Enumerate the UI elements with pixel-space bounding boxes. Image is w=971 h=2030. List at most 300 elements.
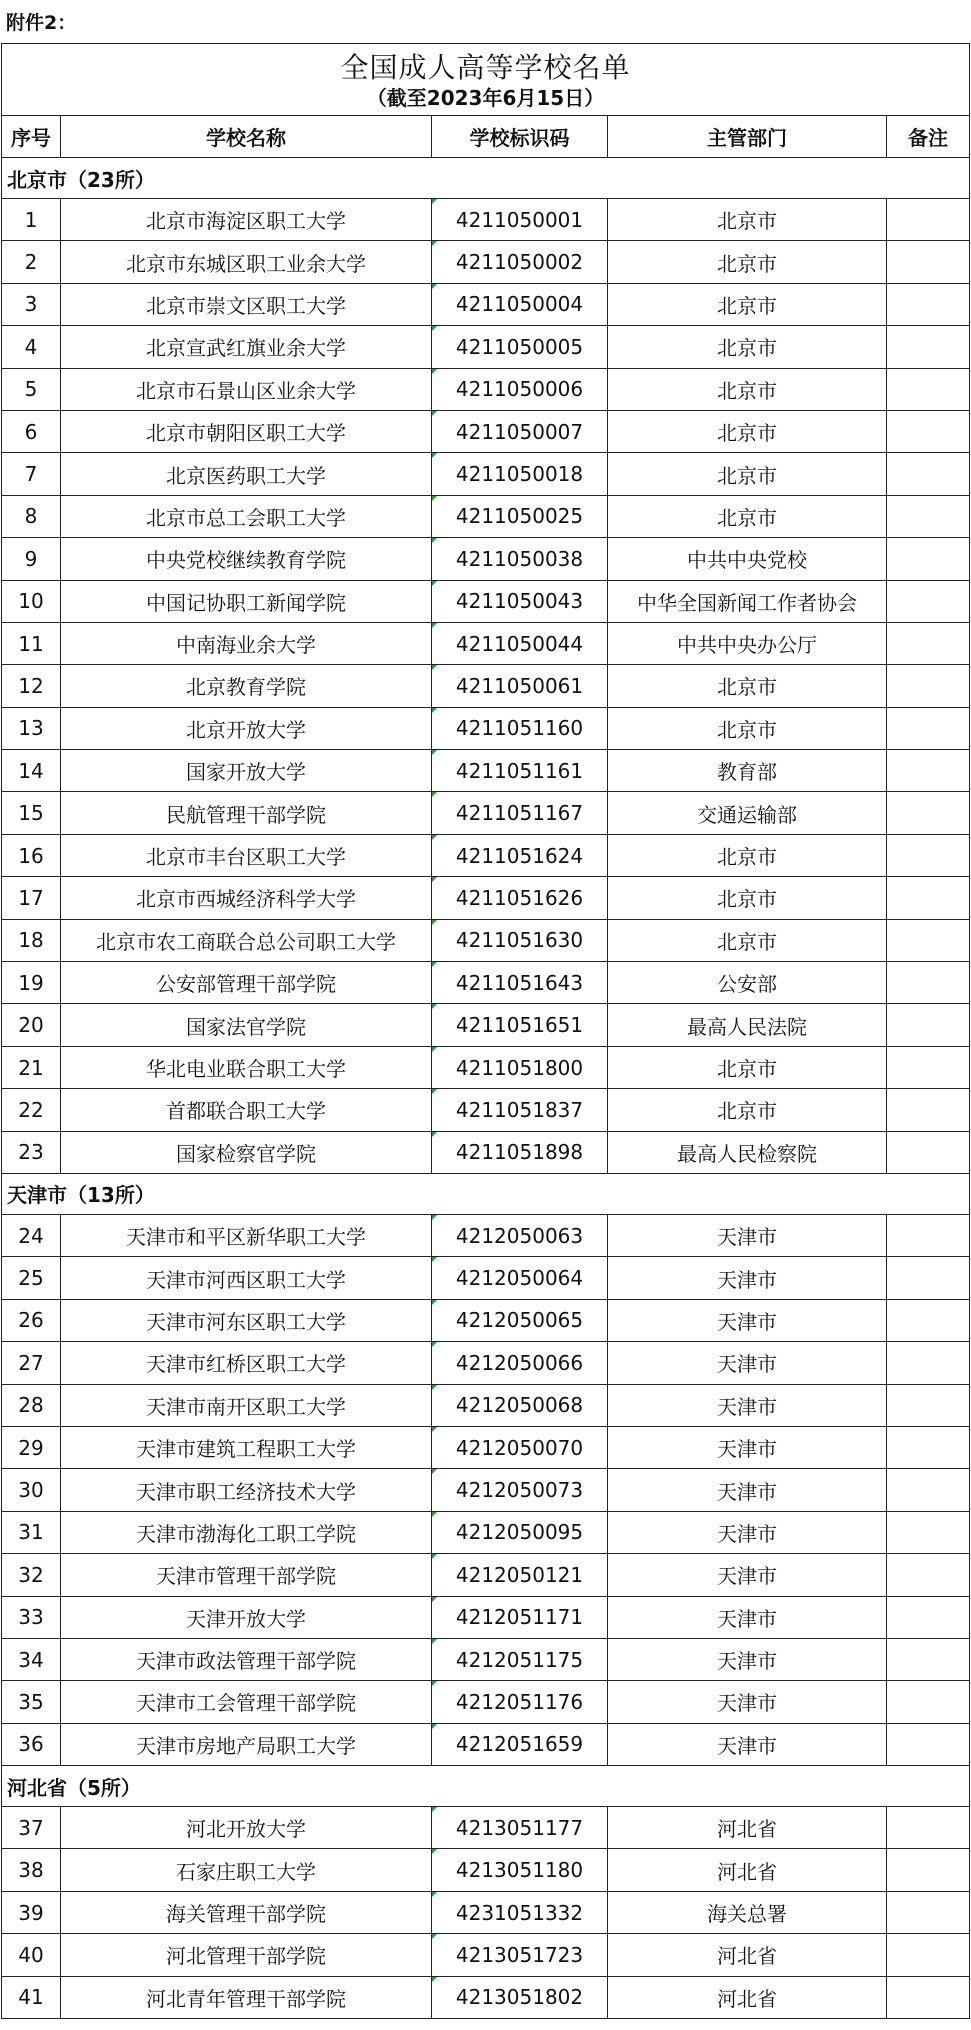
cell-note[interactable] [887, 1089, 970, 1131]
cell-no[interactable]: 25 [2, 1257, 61, 1299]
cell-department[interactable]: 北京市 [608, 877, 887, 919]
text-number-indicator-icon [432, 1639, 437, 1644]
cell-school-name[interactable]: 天津开放大学 [61, 1596, 432, 1638]
cell-department[interactable]: 天津市 [608, 1299, 887, 1341]
cell-school-code[interactable] [432, 1131, 608, 1173]
cell-note[interactable] [887, 1934, 970, 1976]
text-number-indicator-icon [432, 1554, 437, 1559]
cell-school-name[interactable]: 天津市河东区职工大学 [61, 1299, 432, 1341]
header-note[interactable]: 备注 [887, 116, 970, 158]
cell-note[interactable] [887, 283, 970, 325]
cell-school-name[interactable]: 北京医药职工大学 [61, 453, 432, 495]
cell-school-code[interactable] [432, 1299, 608, 1341]
cell-note[interactable] [887, 1469, 970, 1511]
cell-note[interactable] [887, 1342, 970, 1384]
cell-school-name[interactable]: 北京市朝阳区职工大学 [61, 410, 432, 452]
cell-no[interactable]: 37 [2, 1807, 61, 1849]
text-number-indicator-icon [432, 1215, 437, 1220]
cell-school-code[interactable] [432, 1596, 608, 1638]
cell-no[interactable]: 41 [2, 1976, 61, 2018]
table-row [2, 1638, 970, 1680]
cell-school-name[interactable]: 北京教育学院 [61, 665, 432, 707]
table-row [2, 283, 970, 325]
table-row [2, 453, 970, 495]
school-code-text: 4211050006 [455, 377, 584, 402]
cell-no[interactable]: 22 [2, 1089, 61, 1131]
cell-note[interactable] [887, 1596, 970, 1638]
cell-no[interactable]: 21 [2, 1046, 61, 1088]
school-code-text: 4212051171 [455, 1605, 584, 1630]
cell-no[interactable]: 18 [2, 919, 61, 961]
cell-department[interactable]: 中华全国新闻工作者协会 [608, 580, 887, 622]
cell-department[interactable]: 天津市 [608, 1214, 887, 1256]
table-row [2, 410, 970, 452]
cell-school-name[interactable]: 天津市房地产局职工大学 [61, 1723, 432, 1765]
cell-no[interactable]: 2 [2, 241, 61, 283]
cell-note[interactable] [887, 580, 970, 622]
cell-department[interactable]: 中共中央党校 [608, 538, 887, 580]
cell-no[interactable]: 36 [2, 1723, 61, 1765]
cell-school-code[interactable] [432, 877, 608, 919]
cell-school-code[interactable] [432, 410, 608, 452]
cell-no[interactable]: 6 [2, 410, 61, 452]
cell-note[interactable] [887, 1004, 970, 1046]
cell-school-code[interactable] [432, 538, 608, 580]
text-number-indicator-icon [432, 369, 437, 374]
section-row [2, 1766, 970, 1807]
cell-no[interactable]: 23 [2, 1131, 61, 1173]
text-number-indicator-icon [432, 284, 437, 289]
cell-note[interactable] [887, 1299, 970, 1341]
cell-school-name[interactable]: 天津市和平区新华职工大学 [61, 1214, 432, 1256]
cell-school-code[interactable] [432, 1426, 608, 1468]
cell-department[interactable]: 河北省 [608, 1807, 887, 1849]
cell-department[interactable]: 天津市 [608, 1257, 887, 1299]
school-code-text: 4213051802 [455, 1985, 584, 2010]
cell-department[interactable]: 北京市 [608, 283, 887, 325]
cell-no[interactable]: 19 [2, 962, 61, 1004]
text-number-indicator-icon [432, 1681, 437, 1686]
cell-note[interactable] [887, 962, 970, 1004]
school-code-text: 4211050002 [455, 250, 584, 275]
table-row [2, 1426, 970, 1468]
cell-note[interactable] [887, 1384, 970, 1426]
cell-department[interactable]: 北京市 [608, 707, 887, 749]
school-code-text: 4211051160 [455, 716, 584, 741]
table-row [2, 750, 970, 792]
text-number-indicator-icon [432, 1427, 437, 1432]
school-code-text: 4211050001 [455, 207, 584, 232]
cell-school-name[interactable]: 中南海业余大学 [61, 622, 432, 664]
cell-school-name[interactable]: 北京市海淀区职工大学 [61, 199, 432, 241]
cell-department[interactable]: 中共中央办公厅 [608, 622, 887, 664]
title-row [2, 44, 970, 116]
cell-department[interactable]: 北京市 [608, 665, 887, 707]
cell-school-code[interactable] [432, 1976, 608, 2018]
cell-school-name[interactable]: 天津市红桥区职工大学 [61, 1342, 432, 1384]
text-number-indicator-icon [432, 962, 437, 967]
cell-department[interactable]: 河北省 [608, 1849, 887, 1891]
cell-department[interactable]: 天津市 [608, 1681, 887, 1723]
text-number-indicator-icon [432, 1132, 437, 1137]
cell-no[interactable]: 26 [2, 1299, 61, 1341]
text-number-indicator-icon [432, 453, 437, 458]
cell-note[interactable] [887, 1976, 970, 2018]
school-code-text: 4211050061 [455, 673, 584, 698]
school-code-text: 4211050044 [455, 631, 584, 656]
cell-no[interactable]: 34 [2, 1638, 61, 1680]
text-number-indicator-icon [432, 792, 437, 797]
cell-school-name[interactable]: 北京宣武红旗业余大学 [61, 326, 432, 368]
table-row [2, 1299, 970, 1341]
cell-school-code[interactable] [432, 199, 608, 241]
school-code-text: 4211050004 [455, 292, 584, 317]
cell-department[interactable]: 教育部 [608, 750, 887, 792]
cell-department[interactable]: 天津市 [608, 1384, 887, 1426]
cell-school-name[interactable]: 华北电业联合职工大学 [61, 1046, 432, 1088]
cell-school-name[interactable]: 河北管理干部学院 [61, 1934, 432, 1976]
cell-school-name[interactable]: 天津市工会管理干部学院 [61, 1681, 432, 1723]
cell-note[interactable] [887, 495, 970, 537]
cell-school-code[interactable] [432, 622, 608, 664]
cell-school-code[interactable] [432, 453, 608, 495]
text-number-indicator-icon [432, 920, 437, 925]
cell-school-name[interactable]: 天津市南开区职工大学 [61, 1384, 432, 1426]
cell-note[interactable] [887, 1807, 970, 1849]
cell-note[interactable] [887, 1131, 970, 1173]
cell-no[interactable]: 8 [2, 495, 61, 537]
cell-no[interactable]: 15 [2, 792, 61, 834]
cell-no[interactable]: 1 [2, 199, 61, 241]
cell-no[interactable]: 7 [2, 453, 61, 495]
cell-no[interactable]: 28 [2, 1384, 61, 1426]
cell-department[interactable]: 北京市 [608, 919, 887, 961]
cell-note[interactable] [887, 665, 970, 707]
table-row [2, 1004, 970, 1046]
text-number-indicator-icon [432, 326, 437, 331]
cell-school-code[interactable] [432, 919, 608, 961]
cell-school-name[interactable]: 国家法官学院 [61, 1004, 432, 1046]
cell-school-code[interactable] [432, 1089, 608, 1131]
cell-no[interactable]: 27 [2, 1342, 61, 1384]
cell-note[interactable] [887, 750, 970, 792]
cell-school-code[interactable] [432, 368, 608, 410]
school-code-text: 4211051624 [455, 843, 584, 868]
table-row [2, 1596, 970, 1638]
cell-school-name[interactable]: 中国记协职工新闻学院 [61, 580, 432, 622]
table-row [2, 1681, 970, 1723]
cell-note[interactable] [887, 834, 970, 876]
cell-school-name[interactable]: 中央党校继续教育学院 [61, 538, 432, 580]
school-code-text: 4212050095 [455, 1520, 584, 1545]
cell-school-code[interactable] [432, 1554, 608, 1596]
text-number-indicator-icon [432, 665, 437, 670]
table-title: 全国成人高等学校名单 [340, 50, 631, 84]
cell-school-code[interactable] [432, 495, 608, 537]
text-number-indicator-icon [432, 1724, 437, 1729]
cell-school-code[interactable] [432, 1681, 608, 1723]
cell-department[interactable]: 北京市 [608, 1046, 887, 1088]
cell-no[interactable]: 33 [2, 1596, 61, 1638]
cell-no[interactable]: 35 [2, 1681, 61, 1723]
cell-school-code[interactable] [432, 1469, 608, 1511]
cell-school-name[interactable]: 民航管理干部学院 [61, 792, 432, 834]
cell-school-name[interactable]: 首都联合职工大学 [61, 1089, 432, 1131]
section-label[interactable]: 北京市（23所） [2, 158, 970, 199]
cell-school-name[interactable]: 北京市东城区职工业余大学 [61, 241, 432, 283]
table-row [2, 1891, 970, 1933]
cell-note[interactable] [887, 1257, 970, 1299]
cell-school-code[interactable] [432, 1257, 608, 1299]
text-number-indicator-icon [432, 1892, 437, 1897]
text-number-indicator-icon [432, 835, 437, 840]
cell-no[interactable]: 38 [2, 1849, 61, 1891]
header-code[interactable]: 学校标识码 [432, 116, 608, 158]
cell-no[interactable]: 20 [2, 1004, 61, 1046]
cell-department[interactable]: 最高人民法院 [608, 1004, 887, 1046]
cell-department[interactable]: 天津市 [608, 1596, 887, 1638]
text-number-indicator-icon [432, 1849, 437, 1854]
cell-no[interactable]: 3 [2, 283, 61, 325]
cell-note[interactable] [887, 1046, 970, 1088]
school-code-text: 4211051643 [455, 970, 584, 995]
cell-department[interactable]: 北京市 [608, 326, 887, 368]
cell-school-code[interactable] [432, 283, 608, 325]
cell-school-code[interactable] [432, 1342, 608, 1384]
cell-school-code[interactable] [432, 1891, 608, 1933]
cell-school-code[interactable] [432, 750, 608, 792]
cell-school-code[interactable] [432, 1004, 608, 1046]
table-row [2, 1384, 970, 1426]
cell-school-name[interactable]: 天津市建筑工程职工大学 [61, 1426, 432, 1468]
header-dept[interactable]: 主管部门 [608, 116, 887, 158]
cell-school-code[interactable] [432, 1807, 608, 1849]
cell-school-name[interactable]: 北京市石景山区业余大学 [61, 368, 432, 410]
cell-no[interactable]: 16 [2, 834, 61, 876]
table-row [2, 1976, 970, 2018]
cell-school-name[interactable]: 北京市崇文区职工大学 [61, 283, 432, 325]
text-number-indicator-icon [432, 1385, 437, 1390]
cell-school-code[interactable] [432, 1849, 608, 1891]
cell-department[interactable]: 天津市 [608, 1469, 887, 1511]
text-number-indicator-icon [432, 1977, 437, 1982]
cell-note[interactable] [887, 1426, 970, 1468]
table-row [2, 792, 970, 834]
cell-note[interactable] [887, 241, 970, 283]
cell-school-name[interactable]: 公安部管理干部学院 [61, 962, 432, 1004]
cell-school-code[interactable] [432, 707, 608, 749]
cell-school-code[interactable] [432, 962, 608, 1004]
section-label[interactable]: 天津市（13所） [2, 1173, 970, 1214]
school-code-text: 4212051176 [455, 1689, 584, 1714]
table-row [2, 368, 970, 410]
cell-note[interactable] [887, 1891, 970, 1933]
cell-school-code[interactable] [432, 1638, 608, 1680]
cell-department[interactable]: 北京市 [608, 495, 887, 537]
cell-note[interactable] [887, 1214, 970, 1256]
cell-school-code[interactable] [432, 580, 608, 622]
cell-no[interactable]: 13 [2, 707, 61, 749]
text-number-indicator-icon [432, 1257, 437, 1262]
cell-no[interactable]: 14 [2, 750, 61, 792]
cell-department[interactable]: 交通运输部 [608, 792, 887, 834]
cell-school-name[interactable]: 国家检察官学院 [61, 1131, 432, 1173]
school-code-text: 4211050007 [455, 419, 584, 444]
cell-note[interactable] [887, 410, 970, 452]
cell-no[interactable]: 24 [2, 1214, 61, 1256]
cell-note[interactable] [887, 877, 970, 919]
cell-no[interactable]: 32 [2, 1554, 61, 1596]
table-row [2, 1046, 970, 1088]
text-number-indicator-icon [432, 1300, 437, 1305]
text-number-indicator-icon [432, 623, 437, 628]
cell-school-code[interactable] [432, 1384, 608, 1426]
cell-school-name[interactable]: 河北青年管理干部学院 [61, 1976, 432, 2018]
cell-note[interactable] [887, 326, 970, 368]
cell-note[interactable] [887, 538, 970, 580]
table-row [2, 199, 970, 241]
table-row [2, 1723, 970, 1765]
school-code-text: 4212050068 [455, 1393, 584, 1418]
text-number-indicator-icon [432, 877, 437, 882]
cell-department[interactable]: 北京市 [608, 241, 887, 283]
cell-no[interactable]: 5 [2, 368, 61, 410]
cell-school-code[interactable] [432, 326, 608, 368]
cell-note[interactable] [887, 707, 970, 749]
cell-no[interactable]: 29 [2, 1426, 61, 1468]
cell-note[interactable] [887, 368, 970, 410]
cell-school-name[interactable]: 北京市总工会职工大学 [61, 495, 432, 537]
school-code-text: 4211051161 [455, 758, 584, 783]
cell-no[interactable]: 17 [2, 877, 61, 919]
cell-note[interactable] [887, 1638, 970, 1680]
header-name[interactable]: 学校名称 [61, 116, 432, 158]
cell-department[interactable]: 北京市 [608, 834, 887, 876]
cell-no[interactable]: 9 [2, 538, 61, 580]
school-code-text: 4213051723 [455, 1942, 584, 1967]
cell-school-name[interactable]: 北京市农工商联合总公司职工大学 [61, 919, 432, 961]
cell-note[interactable] [887, 453, 970, 495]
cell-department[interactable]: 河北省 [608, 1934, 887, 1976]
cell-school-code[interactable] [432, 1723, 608, 1765]
table-row [2, 1131, 970, 1173]
school-code-text: 4211051837 [455, 1097, 584, 1122]
table-row [2, 1089, 970, 1131]
school-code-text: 4211051800 [455, 1055, 584, 1080]
school-code-text: 4211050005 [455, 334, 584, 359]
cell-school-name[interactable]: 河北开放大学 [61, 1807, 432, 1849]
cell-department[interactable]: 天津市 [608, 1723, 887, 1765]
cell-department[interactable]: 北京市 [608, 1089, 887, 1131]
cell-department[interactable]: 天津市 [608, 1638, 887, 1680]
cell-school-code[interactable] [432, 792, 608, 834]
school-code-text: 4211050025 [455, 504, 584, 529]
cell-school-name[interactable]: 天津市政法管理干部学院 [61, 1638, 432, 1680]
cell-no[interactable]: 31 [2, 1511, 61, 1553]
cell-note[interactable] [887, 1849, 970, 1891]
cell-department[interactable]: 天津市 [608, 1342, 887, 1384]
table-row [2, 1934, 970, 1976]
cell-school-code[interactable] [432, 834, 608, 876]
cell-department[interactable]: 公安部 [608, 962, 887, 1004]
cell-note[interactable] [887, 919, 970, 961]
cell-school-code[interactable] [432, 665, 608, 707]
cell-school-name[interactable]: 海关管理干部学院 [61, 1891, 432, 1933]
cell-department[interactable]: 天津市 [608, 1554, 887, 1596]
school-code-text: 4212050070 [455, 1435, 584, 1460]
text-number-indicator-icon [432, 750, 437, 755]
cell-school-name[interactable]: 天津市渤海化工职工学院 [61, 1511, 432, 1553]
school-code-text: 4213051177 [455, 1815, 584, 1840]
cell-school-name[interactable]: 天津市职工经济技术大学 [61, 1469, 432, 1511]
cell-no[interactable]: 39 [2, 1891, 61, 1933]
cell-school-name[interactable]: 北京市丰台区职工大学 [61, 834, 432, 876]
cell-note[interactable] [887, 1511, 970, 1553]
cell-school-name[interactable]: 天津市河西区职工大学 [61, 1257, 432, 1299]
cell-note[interactable] [887, 1681, 970, 1723]
text-number-indicator-icon [432, 199, 437, 204]
school-code-text: 4212050065 [455, 1308, 584, 1333]
cell-school-code[interactable] [432, 1214, 608, 1256]
cell-no[interactable]: 12 [2, 665, 61, 707]
table-row [2, 1511, 970, 1553]
cell-department[interactable]: 北京市 [608, 368, 887, 410]
cell-note[interactable] [887, 792, 970, 834]
cell-no[interactable]: 40 [2, 1934, 61, 1976]
cell-department[interactable]: 天津市 [608, 1426, 887, 1468]
cell-department[interactable]: 最高人民检察院 [608, 1131, 887, 1173]
cell-note[interactable] [887, 622, 970, 664]
cell-school-name[interactable]: 国家开放大学 [61, 750, 432, 792]
cell-school-name[interactable]: 北京市西城经济科学大学 [61, 877, 432, 919]
cell-no[interactable]: 4 [2, 326, 61, 368]
text-number-indicator-icon [432, 1047, 437, 1052]
table-row [2, 538, 970, 580]
cell-department[interactable]: 海关总署 [608, 1891, 887, 1933]
cell-no[interactable]: 10 [2, 580, 61, 622]
table-row [2, 1807, 970, 1849]
cell-school-code[interactable] [432, 1046, 608, 1088]
cell-department[interactable]: 河北省 [608, 1976, 887, 2018]
cell-school-code[interactable] [432, 241, 608, 283]
cell-note[interactable] [887, 1723, 970, 1765]
header-no[interactable]: 序号 [2, 116, 61, 158]
table-row [2, 326, 970, 368]
cell-note[interactable] [887, 199, 970, 241]
section-label[interactable]: 河北省（5所） [2, 1766, 970, 1807]
cell-school-name[interactable]: 天津市管理干部学院 [61, 1554, 432, 1596]
text-number-indicator-icon [432, 581, 437, 586]
cell-no[interactable]: 30 [2, 1469, 61, 1511]
cell-no[interactable]: 11 [2, 622, 61, 664]
table-row [2, 877, 970, 919]
header-row [2, 116, 970, 158]
section-row [2, 158, 970, 199]
cell-note[interactable] [887, 1554, 970, 1596]
cell-school-code[interactable] [432, 1511, 608, 1553]
cell-school-name[interactable]: 北京开放大学 [61, 707, 432, 749]
cell-department[interactable]: 北京市 [608, 199, 887, 241]
cell-department[interactable]: 北京市 [608, 410, 887, 452]
attachment-label: 附件2： [6, 12, 77, 34]
cell-department[interactable]: 天津市 [608, 1511, 887, 1553]
cell-department[interactable]: 北京市 [608, 453, 887, 495]
school-code-text: 4211051626 [455, 885, 584, 910]
cell-school-name[interactable]: 石家庄职工大学 [61, 1849, 432, 1891]
cell-school-code[interactable] [432, 1934, 608, 1976]
school-list-table [1, 43, 970, 2019]
school-code-text: 4212050064 [455, 1266, 584, 1291]
